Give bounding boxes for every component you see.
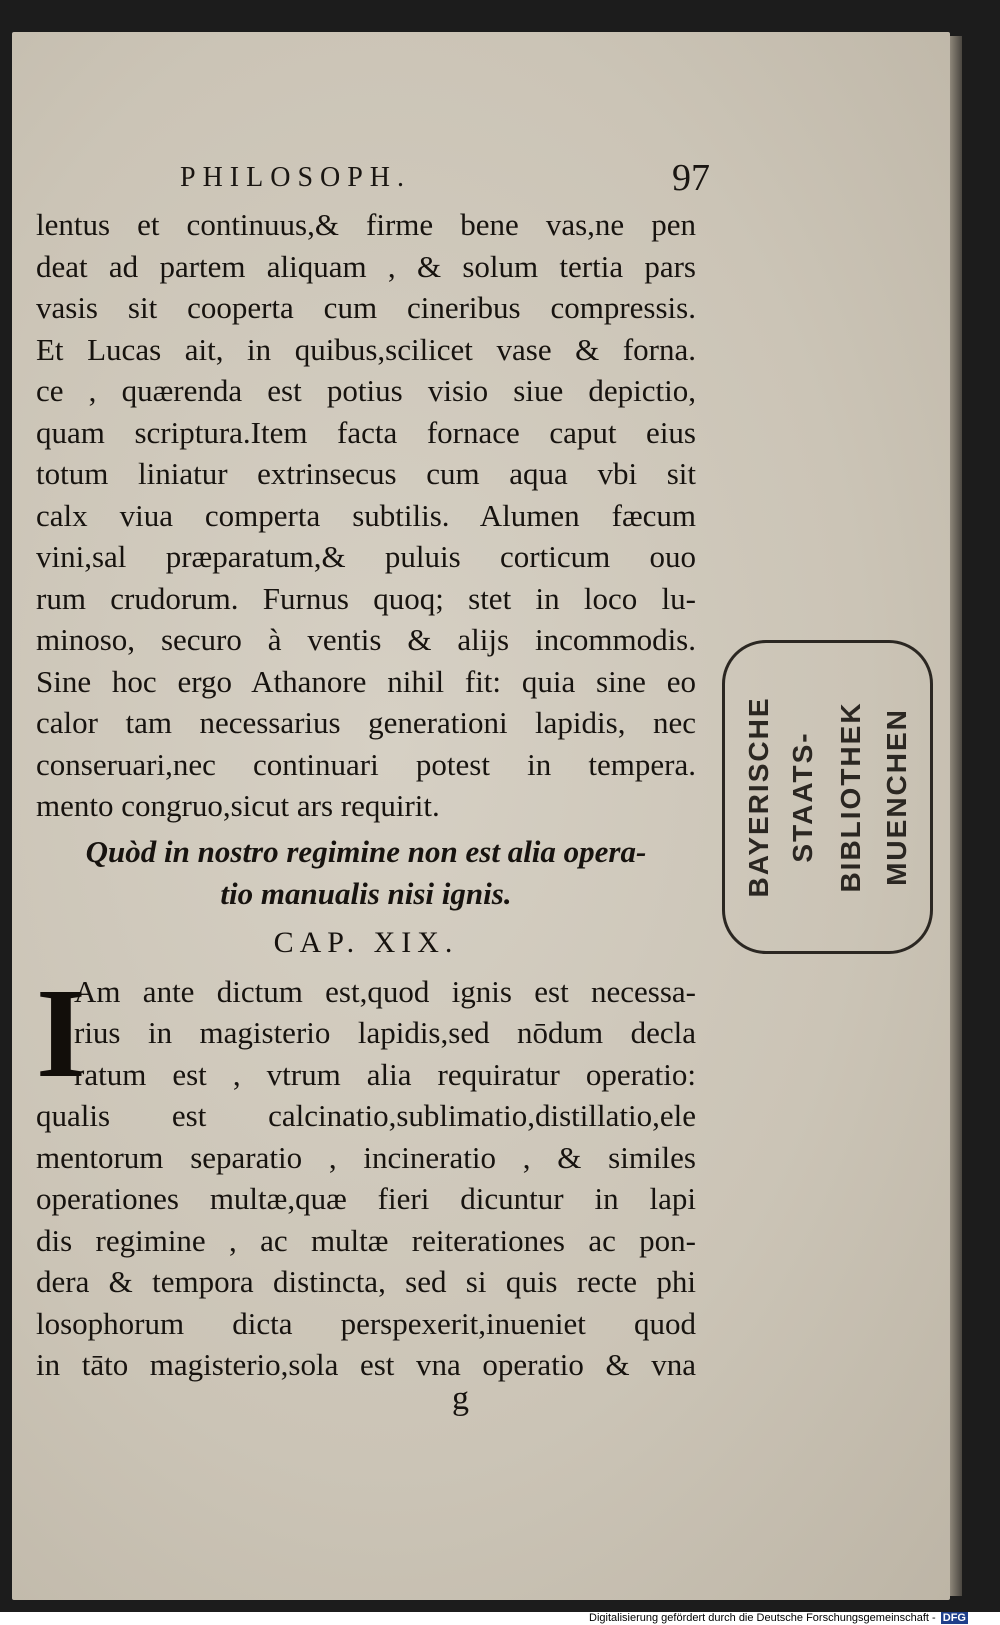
- chapter-heading-line: Quòd in nostro regimine non est alia opera-: [85, 833, 647, 869]
- paragraph-2: [36, 961, 696, 1386]
- text-line: qualis est calcinatio,sublimatio,distillatio,ele: [36, 1098, 696, 1133]
- text-line: dera & tempora distincta, sed si quis recte phi: [36, 1264, 696, 1299]
- stamp-line: BIBLIOTHEK: [835, 701, 866, 893]
- chapter-heading: [36, 831, 696, 915]
- text-line: totum liniatur extrinsecus cum aqua vbi sit: [36, 456, 696, 491]
- text-line: mento congruo,sicut ars requirit.: [36, 788, 440, 823]
- text-line: Sine hoc ergo Athanore nihil fit: quia sine eo: [36, 663, 696, 699]
- stamp-line: BAYERISCHE: [743, 696, 774, 898]
- text-line: conseruari,nec continuari potest in tempera.: [36, 746, 696, 782]
- main-text: [36, 204, 696, 1386]
- text-line: calx viua comperta subtilis. Alumen fæcum: [36, 497, 696, 533]
- stamp-line: STAATS-: [787, 731, 818, 863]
- text-line: rum crudorum. Furnus quoq; stet in loco lu-: [36, 580, 696, 616]
- signature-mark: g: [452, 1380, 469, 1417]
- chapter-number: CAP. XIX.: [273, 925, 459, 959]
- text-line: minoso, securo à ventis & alijs incommodis.: [36, 622, 696, 657]
- credit-text: Digitalisierung gefördert durch die Deutsche Forschungsgemeinschaft -: [589, 1612, 936, 1624]
- paragraph-1: [36, 204, 696, 827]
- stamp-line: MUENCHEN: [881, 708, 912, 886]
- text-line: ce , quærenda est potius visio siue depictio,: [36, 373, 696, 408]
- page-number: 97: [672, 157, 710, 199]
- text-line: in tāto magisterio,sola est vna operatio & vna: [36, 1347, 696, 1382]
- page-edge: [950, 36, 962, 1596]
- page-header: [170, 157, 710, 204]
- text-line: losophorum dicta perspexerit,inueniet quod: [36, 1305, 696, 1341]
- text-line: dis regimine , ac multæ reiterationes ac pon-: [36, 1222, 696, 1258]
- text-line: vini,sal præparatum,& puluis corticum ouo: [36, 539, 696, 574]
- text-line: calor tam necessarius generationi lapidis, nec: [36, 705, 696, 740]
- text-line: quam scriptura.Item facta fornace caput eius: [36, 414, 696, 450]
- text-line: Et Lucas ait, in quibus,scilicet vase & forna.: [36, 331, 696, 367]
- digitization-credit: [589, 1612, 968, 1625]
- chapter-heading-line: tio manualis nisi ignis.: [220, 875, 512, 911]
- dfg-logo: DFG: [942, 1612, 966, 1624]
- text-line: vasis sit cooperta cum cineribus compressis.: [36, 290, 696, 325]
- text-line: Am ante dictum est,quod ignis est necessa-: [74, 973, 696, 1009]
- drop-cap: I: [36, 961, 86, 1104]
- text-line: rius in magisterio lapidis,sed nōdum decla: [74, 1015, 696, 1050]
- text-line: operationes multæ,quæ fieri dicuntur in lapi: [36, 1181, 696, 1216]
- text-line: ratum est , vtrum alia requiratur operatio:: [74, 1056, 696, 1092]
- library-stamp: [722, 640, 933, 954]
- text-line: deat ad partem aliquam , & solum tertia pars: [36, 248, 696, 284]
- text-line: lentus et continuus,& firme bene vas,ne pen: [36, 207, 696, 242]
- text-line: mentorum separatio , incineratio , & similes: [36, 1139, 696, 1175]
- running-head: PHILOSOPH.: [180, 162, 412, 193]
